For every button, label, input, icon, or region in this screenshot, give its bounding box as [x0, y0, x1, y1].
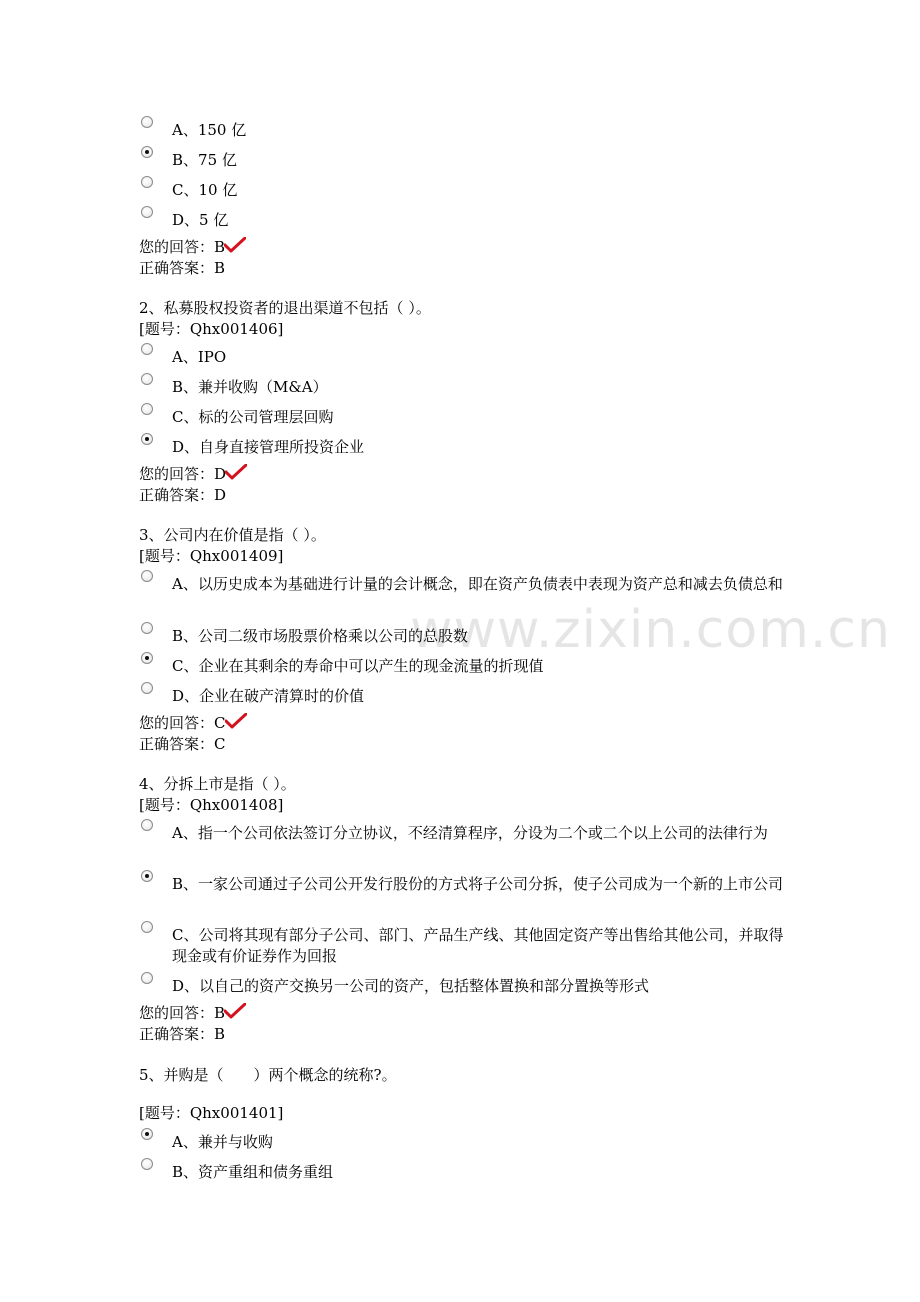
option-text: A、150 亿: [172, 121, 247, 139]
radio-button[interactable]: [141, 682, 153, 694]
your-answer-label: 您的回答：: [139, 714, 215, 732]
radio-button-selected[interactable]: [141, 870, 153, 882]
radio-button[interactable]: [141, 176, 153, 188]
radio-button[interactable]: [141, 343, 153, 355]
radio-button[interactable]: [141, 373, 153, 385]
radio-button[interactable]: [141, 819, 153, 831]
your-answer-label: 您的回答：: [139, 465, 215, 483]
option-text: D、5 亿: [172, 211, 229, 229]
radio-button[interactable]: [141, 622, 153, 634]
radio-button-selected[interactable]: [141, 652, 153, 664]
q2-stem: 2、私募股权投资者的退出渠道不包括（ ）。: [139, 299, 431, 317]
radio-button-selected[interactable]: [141, 433, 153, 445]
your-answer-label: 您的回答：: [139, 1004, 215, 1022]
q3-correct-answer: 正确答案：C: [139, 735, 226, 753]
your-answer-value: D: [214, 465, 227, 483]
radio-button[interactable]: [141, 972, 153, 984]
q4-id: [题号：Qhx001408]: [139, 796, 284, 814]
your-answer-value: C: [214, 714, 226, 732]
check-icon: [224, 1003, 246, 1019]
check-icon: [225, 713, 247, 729]
option-text: B、资产重组和债务重组: [172, 1163, 334, 1181]
your-answer-label: 您的回答：: [139, 238, 215, 256]
option-text: A、指一个公司依法签订分立协议，不经清算程序，分设为二个或二个以上公司的法律行为: [172, 824, 768, 842]
q2-correct-answer: 正确答案：D: [139, 486, 227, 504]
radio-button-selected[interactable]: [141, 146, 153, 158]
q1-correct-answer: 正确答案：B: [139, 259, 226, 277]
option-text: D、自身直接管理所投资企业: [172, 438, 365, 456]
radio-button[interactable]: [141, 116, 153, 128]
your-answer-value: B: [214, 1004, 226, 1022]
check-icon: [224, 237, 246, 253]
option-text: A、IPO: [172, 348, 227, 366]
radio-button[interactable]: [141, 921, 153, 933]
check-icon: [225, 464, 247, 480]
q3-stem: 3、公司内在价值是指（ ）。: [139, 526, 326, 544]
q5-id: [题号：Qhx001401]: [139, 1104, 284, 1122]
option-text: C、公司将其现有部分子公司、部门、产品生产线、其他固定资产等出售给其他公司，并取得现金或有价证券作为回报: [172, 926, 784, 965]
q2-id: [题号：Qhx001406]: [139, 320, 284, 338]
q4-your-answer: [139, 1003, 246, 1022]
q4-correct-answer: 正确答案：B: [139, 1025, 226, 1043]
option-text: C、标的公司管理层回购: [172, 408, 334, 426]
option-text: B、公司二级市场股票价格乘以公司的总股数: [172, 627, 469, 645]
your-answer-value: B: [214, 238, 226, 256]
option-text: A、以历史成本为基础进行计量的会计概念，即在资产负债表中表现为资产总和减去负债总和: [172, 575, 783, 593]
watermark: www.zixin.com.cn: [410, 600, 891, 660]
option-text: D、企业在破产清算时的价值: [172, 687, 365, 705]
radio-button-selected[interactable]: [141, 1128, 153, 1140]
q2-your-answer: [139, 464, 247, 483]
q1-your-answer: [139, 237, 246, 256]
option-text: A、兼并与收购: [172, 1133, 273, 1151]
option-text: C、10 亿: [172, 181, 238, 199]
q4-stem: 4、分拆上市是指（ ）。: [139, 775, 296, 793]
radio-button[interactable]: [141, 570, 153, 582]
option-text: B、75 亿: [172, 151, 237, 169]
option-text: B、兼并收购（M&A）: [172, 378, 328, 396]
option-text: B、一家公司通过子公司公开发行股份的方式将子公司分拆，使子公司成为一个新的上市公司: [172, 875, 784, 893]
q3-your-answer: [139, 713, 247, 732]
radio-button[interactable]: [141, 206, 153, 218]
q5-stem: 5、并购是（ ）两个概念的统称?。: [139, 1066, 397, 1084]
option-text: D、以自己的资产交换另一公司的资产，包括整体置换和部分置换等形式: [172, 977, 650, 995]
q3-id: [题号：Qhx001409]: [139, 547, 284, 565]
option-text: C、企业在其剩余的寿命中可以产生的现金流量的折现值: [172, 657, 544, 675]
radio-button[interactable]: [141, 1158, 153, 1170]
radio-button[interactable]: [141, 403, 153, 415]
